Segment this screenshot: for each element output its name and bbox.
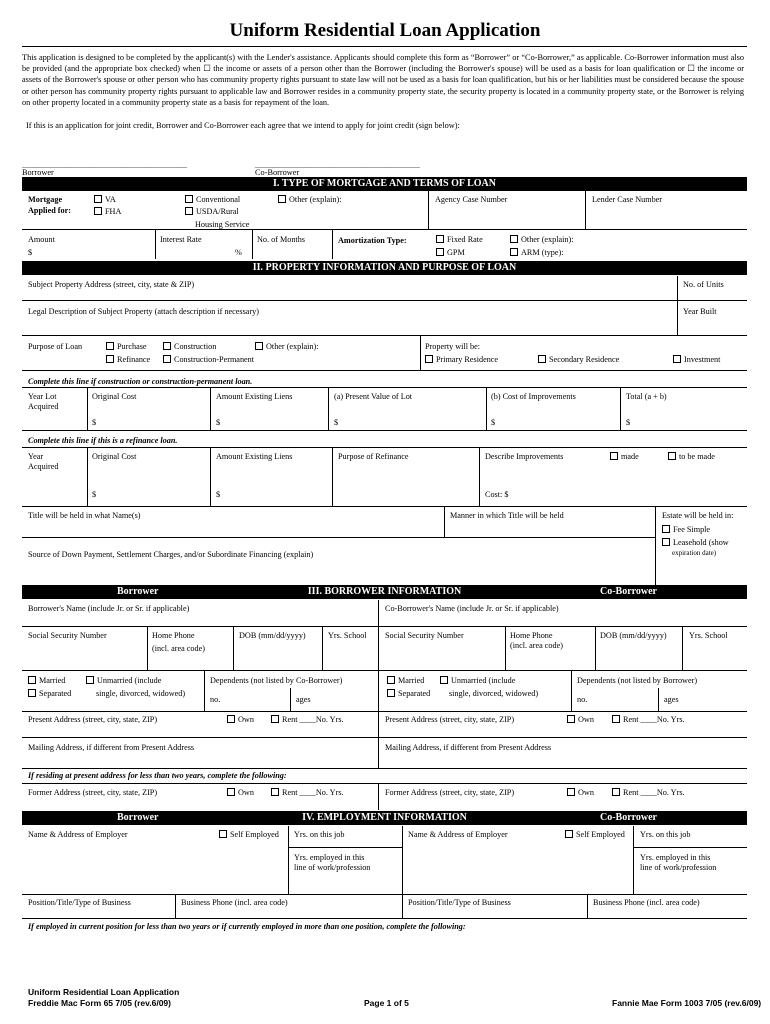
coborrower-unmarried-option[interactable]: Unmarried (include [440, 676, 515, 686]
checkbox-icon [612, 715, 620, 723]
borrower-dependents-ages-field[interactable]: ages [296, 695, 311, 704]
borrower-name-field[interactable]: Borrower's Name (include Jr. or Sr. if applicable) [28, 604, 190, 613]
borrower-former-own-option[interactable]: Own [227, 788, 254, 798]
checkbox-icon [440, 676, 448, 684]
coborrower-married-option[interactable]: Married [387, 676, 424, 686]
divider [233, 627, 234, 670]
divider [22, 670, 747, 671]
checkbox-icon [662, 525, 670, 533]
original-cost-field[interactable]: $ [92, 418, 97, 427]
checkbox-icon [163, 355, 171, 363]
divider [420, 336, 421, 370]
checkbox-icon [163, 342, 171, 350]
page-title: Uniform Residential Loan Application [229, 20, 541, 41]
divider [595, 627, 596, 670]
borrower-unmarried-detail: single, divorced, widowed) [96, 689, 186, 698]
coborrower-own-option[interactable]: Own [567, 715, 594, 725]
coborrower-yrs-employed-label: Yrs. employed in this [640, 853, 711, 862]
title-manner-field[interactable]: Manner in which Title will be held [450, 511, 564, 520]
divider [87, 388, 88, 430]
checkbox-icon [219, 830, 227, 838]
leasehold-option[interactable]: Leasehold (show [662, 538, 729, 548]
checkbox-icon [436, 235, 444, 243]
amount-field[interactable]: $ [28, 248, 33, 257]
borrower-area-code-label[interactable]: (incl. area code) [152, 644, 205, 653]
borrower-employer-field[interactable]: Name & Address of Employer [28, 830, 128, 839]
borrower-dob-field[interactable]: DOB (mm/dd/yyyy) [239, 631, 306, 640]
divider [210, 388, 211, 430]
borrower-dependents-no-field[interactable]: no. [210, 695, 221, 704]
arm-option[interactable]: ARM (type): [510, 248, 564, 258]
divider [22, 894, 747, 895]
joint-credit-statement: If this is an application for joint credit, Borrower and Co-Borrower each agree that we intend to apply for joint credit (sign below): [26, 121, 460, 130]
acquired-label: Acquired [28, 402, 59, 411]
divider [328, 388, 329, 430]
footer-page-number: Page 1 of 5 [364, 998, 409, 1008]
interest-rate-field[interactable]: % [235, 248, 242, 257]
section-3-header: Borrower III. BORROWER INFORMATION Co-Borrower [22, 585, 747, 599]
divider [571, 671, 572, 711]
checkbox-icon [94, 207, 102, 215]
divider [210, 448, 211, 506]
coborrower-area-code-label[interactable]: (incl. area code) [510, 641, 563, 650]
checkbox-icon [610, 452, 618, 460]
footer-freddie-mac: Freddie Mac Form 65 7/05 (rev.6/09) [28, 998, 171, 1008]
months-field[interactable]: No. of Months [257, 235, 305, 244]
checkbox-icon [668, 452, 676, 460]
checkbox-icon [425, 355, 433, 363]
original-cost-label: Original Cost [92, 392, 137, 401]
divider [22, 335, 747, 336]
borrower-yrs-employed-label: Yrs. employed in this [294, 853, 365, 862]
fee-simple-option[interactable]: Fee Simple [662, 525, 710, 535]
coborrower-rent-option[interactable]: Rent ____No. Yrs. [612, 715, 685, 725]
divider [87, 448, 88, 506]
purpose-of-loan-label: Purpose of Loan [28, 342, 83, 351]
section-1-header: I. TYPE OF MORTGAGE AND TERMS OF LOAN [22, 177, 747, 191]
checkbox-icon [278, 195, 286, 203]
housing-service-label: Housing Service [195, 220, 250, 229]
divider [155, 230, 156, 259]
checkbox-icon [510, 235, 518, 243]
coborrower-dependents-label: Dependents (not listed by Borrower) [577, 676, 698, 685]
other-amort-option[interactable]: Other (explain): [510, 235, 574, 245]
title-names-field[interactable]: Title will be held in what Name(s) [28, 511, 141, 520]
existing-liens-field[interactable]: $ [216, 418, 221, 427]
checkbox-icon [28, 676, 36, 684]
divider [252, 230, 253, 259]
acquired-label: Acquired [28, 462, 59, 471]
checkbox-icon [387, 676, 395, 684]
checkbox-icon [612, 788, 620, 796]
refinance-note: Complete this line if this is a refinance loan. [28, 436, 178, 445]
coborrower-name-field[interactable]: Co-Borrower's Name (include Jr. or Sr. if applicable) [385, 604, 559, 613]
borrower-unmarried-option[interactable]: Unmarried (include [86, 676, 161, 686]
coborrower-present-address-field[interactable]: Present Address (street, city, state, ZIP) [385, 715, 515, 724]
coborrower-line-of-work-field[interactable]: line of work/profession [640, 863, 717, 872]
divider [22, 918, 747, 919]
borrower-signature-label: Borrower [22, 168, 54, 177]
year-built-field[interactable]: Year Built [683, 307, 717, 316]
divider [204, 671, 205, 711]
total-field[interactable]: $ [626, 418, 631, 427]
lender-case-number-field[interactable]: Lender Case Number [592, 195, 663, 204]
coborrower-ssn-field[interactable]: Social Security Number [385, 631, 464, 640]
divider [332, 230, 333, 259]
improvements-cost-field[interactable]: Cost: $ [485, 490, 509, 499]
intro-paragraph: This application is designed to be completed by the applicant(s) with the Lender's assistance. Applicants should complete this form as “Borrower” or “Co-Borrower,” as applicable. Co-Borrower information must also be provided (and the appropriate box checked) when ☐ the income or assets of a person other than the Borrower (including the Borrower's spouse) will be used as a basis for loan qualification or ☐ the income or assets of the Borrower's spouse or other person who has community property rights pursuant to state law will not be used as a basis for loan qualification, but his or her liabilities must be considered because the spouse or other person has community property rights pursuant to applicable law and Borrower resides in a community property state, the security property is located in a community property state, or the Borrower is relying on other property located in a community property state as a basis for repayment of the loan. [22, 53, 744, 107]
checkbox-icon [567, 715, 575, 723]
number-of-units-field[interactable]: No. of Units [683, 280, 724, 289]
checkbox-icon [567, 788, 575, 796]
divider [22, 370, 747, 371]
refinance-option[interactable]: Refinance [106, 355, 150, 365]
coborrower-signature-line[interactable]: _______________________________________________ [255, 160, 420, 169]
investment-option[interactable]: Investment [673, 355, 720, 365]
other-mortgage-option[interactable]: Other (explain): [278, 195, 342, 205]
borrower-former-address-field[interactable]: Former Address (street, city, state, ZIP) [28, 788, 158, 797]
existing-liens-label: Amount Existing Liens [216, 452, 293, 461]
divider [486, 388, 487, 430]
divider [22, 768, 747, 769]
other-purpose-option[interactable]: Other (explain): [255, 342, 319, 352]
mortgage-label: Mortgage [28, 195, 63, 204]
coborrower-home-phone-label: Home Phone [510, 631, 553, 640]
checkbox-icon [86, 676, 94, 684]
present-value-label: (a) Present Value of Lot [334, 392, 413, 401]
divider [332, 448, 333, 506]
applied-for-label: Applied for: [28, 206, 71, 215]
checkbox-icon [436, 248, 444, 256]
section-4-header: Borrower IV. EMPLOYMENT INFORMATION Co-Borrower [22, 811, 747, 825]
divider [22, 626, 747, 627]
title-rule [22, 46, 747, 47]
divider [428, 191, 429, 229]
coborrower-dependents-ages-field[interactable]: ages [664, 695, 679, 704]
made-option[interactable]: made [610, 452, 639, 462]
divider [22, 447, 747, 448]
expiration-date-label: expiration date) [672, 549, 717, 557]
checkbox-icon [510, 248, 518, 256]
divider [22, 506, 747, 507]
divider [22, 387, 747, 388]
coborrower-position-field[interactable]: Position/Title/Type of Business [408, 898, 511, 907]
footer-form-title: Uniform Residential Loan Application [28, 987, 180, 997]
borrower-separated-option[interactable]: Separated [28, 689, 71, 699]
existing-liens-label: Amount Existing Liens [216, 392, 293, 401]
borrower-signature-line[interactable]: _______________________________________________ [22, 160, 187, 169]
va-option[interactable]: VA [94, 195, 116, 205]
refi-original-cost-field[interactable]: $ [92, 490, 97, 499]
checkbox-icon [387, 689, 395, 697]
checkbox-icon [227, 788, 235, 796]
borrower-yrs-school-field[interactable]: Yrs. School [328, 631, 367, 640]
divider [677, 300, 678, 335]
purchase-option[interactable]: Purchase [106, 342, 147, 352]
original-cost-label: Original Cost [92, 452, 137, 461]
refi-existing-liens-field[interactable]: $ [216, 490, 221, 499]
property-will-be-label: Property will be: [425, 342, 481, 351]
gpm-option[interactable]: GPM [436, 248, 465, 258]
divider [505, 627, 506, 670]
borrower-own-option[interactable]: Own [227, 715, 254, 725]
center-divider [402, 826, 403, 918]
amount-label: Amount [28, 235, 55, 244]
divider [22, 300, 747, 301]
coborrower-dob-field[interactable]: DOB (mm/dd/yyyy) [600, 631, 667, 640]
residing-note: If residing at present address for less than two years, complete the following: [28, 771, 287, 780]
borrower-present-address-field[interactable]: Present Address (street, city, state, ZIP) [28, 715, 158, 724]
checkbox-icon [28, 689, 36, 697]
divider [677, 276, 678, 300]
checkbox-icon [662, 538, 670, 546]
amortization-label: Amortization Type: [338, 236, 407, 245]
divider [682, 627, 683, 670]
footer-fannie-mae: Fannie Mae Form 1003 7/05 (rev.6/09) [612, 998, 762, 1008]
divider [147, 627, 148, 670]
divider [322, 627, 323, 670]
borrower-rent-option[interactable]: Rent ____No. Yrs. [271, 715, 344, 725]
construction-note: Complete this line if construction or construction-permanent loan. [28, 377, 253, 386]
year-label: Year [28, 452, 44, 461]
borrower-self-employed-option[interactable]: Self Employed [219, 830, 279, 840]
checkbox-icon [185, 207, 193, 215]
center-divider [378, 784, 379, 810]
checkbox-icon [106, 355, 114, 363]
present-value-field[interactable]: $ [334, 418, 339, 427]
construction-option[interactable]: Construction [163, 342, 216, 352]
checkbox-icon [255, 342, 263, 350]
divider [22, 229, 747, 230]
coborrower-employer-field[interactable]: Name & Address of Employer [408, 830, 508, 839]
borrower-yrs-on-job-field[interactable]: Yrs. on this job [294, 830, 345, 839]
coborrower-former-own-option[interactable]: Own [567, 788, 594, 798]
divider [22, 537, 655, 538]
subject-property-address-field[interactable]: Subject Property Address (street, city, state & ZIP) [28, 280, 195, 289]
section-2-header: II. PROPERTY INFORMATION AND PURPOSE OF LOAN [22, 261, 747, 275]
coborrower-self-employed-option[interactable]: Self Employed [565, 830, 625, 840]
divider [288, 847, 402, 848]
down-payment-source-field[interactable]: Source of Down Payment, Settlement Charges, and/or Subordinate Financing (explain) [28, 550, 314, 559]
borrower-former-rent-option[interactable]: Rent ____No. Yrs. [271, 788, 344, 798]
legal-description-field[interactable]: Legal Description of Subject Property (attach description if necessary) [28, 307, 259, 316]
divider [22, 783, 747, 784]
borrower-line-of-work-field[interactable]: line of work/profession [294, 863, 371, 872]
coborrower-unmarried-detail: single, divorced, widowed) [449, 689, 539, 698]
borrower-dependents-label: Dependents (not listed by Co-Borrower) [210, 676, 343, 685]
coborrower-separated-option[interactable]: Separated [387, 689, 430, 699]
agency-case-number-field[interactable]: Agency Case Number [435, 195, 508, 204]
divider [633, 847, 747, 848]
fha-option[interactable]: FHA [94, 207, 121, 217]
borrower-ssn-field[interactable]: Social Security Number [28, 631, 107, 640]
checkbox-icon [94, 195, 102, 203]
borrower-married-option[interactable]: Married [28, 676, 65, 686]
coborrower-signature-label: Co-Borrower [255, 168, 300, 177]
cost-of-improvements-field[interactable]: $ [491, 418, 496, 427]
to-be-made-option[interactable]: to be made [668, 452, 715, 462]
divider [655, 507, 656, 585]
coborrower-business-phone-field[interactable]: Business Phone (incl. area code) [593, 898, 700, 907]
conventional-option[interactable]: Conventional [185, 195, 240, 205]
purpose-of-refinance-field[interactable]: Purpose of Refinance [338, 452, 409, 461]
divider [658, 688, 659, 711]
checkbox-icon [673, 355, 681, 363]
divider [288, 826, 289, 894]
coborrower-yrs-school-field[interactable]: Yrs. School [689, 631, 728, 640]
total-label: Total (a + b) [626, 392, 667, 401]
divider [620, 388, 621, 430]
coborrower-yrs-on-job-field[interactable]: Yrs. on this job [640, 830, 691, 839]
estate-held-label: Estate will be held in: [662, 511, 734, 520]
coborrower-mailing-address-field[interactable]: Mailing Address, if different from Present Address [385, 743, 552, 752]
checkbox-icon [538, 355, 546, 363]
secondary-residence-option[interactable]: Secondary Residence [538, 355, 619, 365]
divider [587, 895, 588, 918]
checkbox-icon [106, 342, 114, 350]
borrower-home-phone-label: Home Phone [152, 631, 195, 640]
checkbox-icon [227, 715, 235, 723]
fixed-rate-option[interactable]: Fixed Rate [436, 235, 483, 245]
coborrower-former-rent-option[interactable]: Rent ____No. Yrs. [612, 788, 685, 798]
divider [633, 826, 634, 894]
coborrower-former-address-field[interactable]: Former Address (street, city, state, ZIP) [385, 788, 515, 797]
borrower-mailing-address-field[interactable]: Mailing Address, if different from Present Address [28, 743, 195, 752]
coborrower-dependents-no-field[interactable]: no. [577, 695, 588, 704]
cost-of-improvements-label: (b) Cost of Improvements [491, 392, 576, 401]
checkbox-icon [271, 715, 279, 723]
divider [444, 507, 445, 537]
year-lot-label: Year Lot [28, 392, 57, 401]
interest-rate-label: Interest Rate [160, 235, 202, 244]
divider [22, 737, 747, 738]
usda-option[interactable]: USDA/Rural [185, 207, 239, 217]
construction-permanent-option[interactable]: Construction-Permanent [163, 355, 254, 365]
divider [479, 448, 480, 506]
checkbox-icon [185, 195, 193, 203]
divider [585, 191, 586, 229]
divider [22, 711, 747, 712]
divider [22, 430, 747, 431]
divider [290, 688, 291, 711]
primary-residence-option[interactable]: Primary Residence [425, 355, 498, 365]
borrower-business-phone-field[interactable]: Business Phone (incl. area code) [181, 898, 288, 907]
employment-note: If employed in current position for less than two years or if currently employed in more than one position, complete the following: [28, 922, 466, 931]
describe-improvements-field[interactable]: Describe Improvements [485, 452, 564, 461]
borrower-position-field[interactable]: Position/Title/Type of Business [28, 898, 131, 907]
divider [175, 895, 176, 918]
checkbox-icon [565, 830, 573, 838]
checkbox-icon [271, 788, 279, 796]
